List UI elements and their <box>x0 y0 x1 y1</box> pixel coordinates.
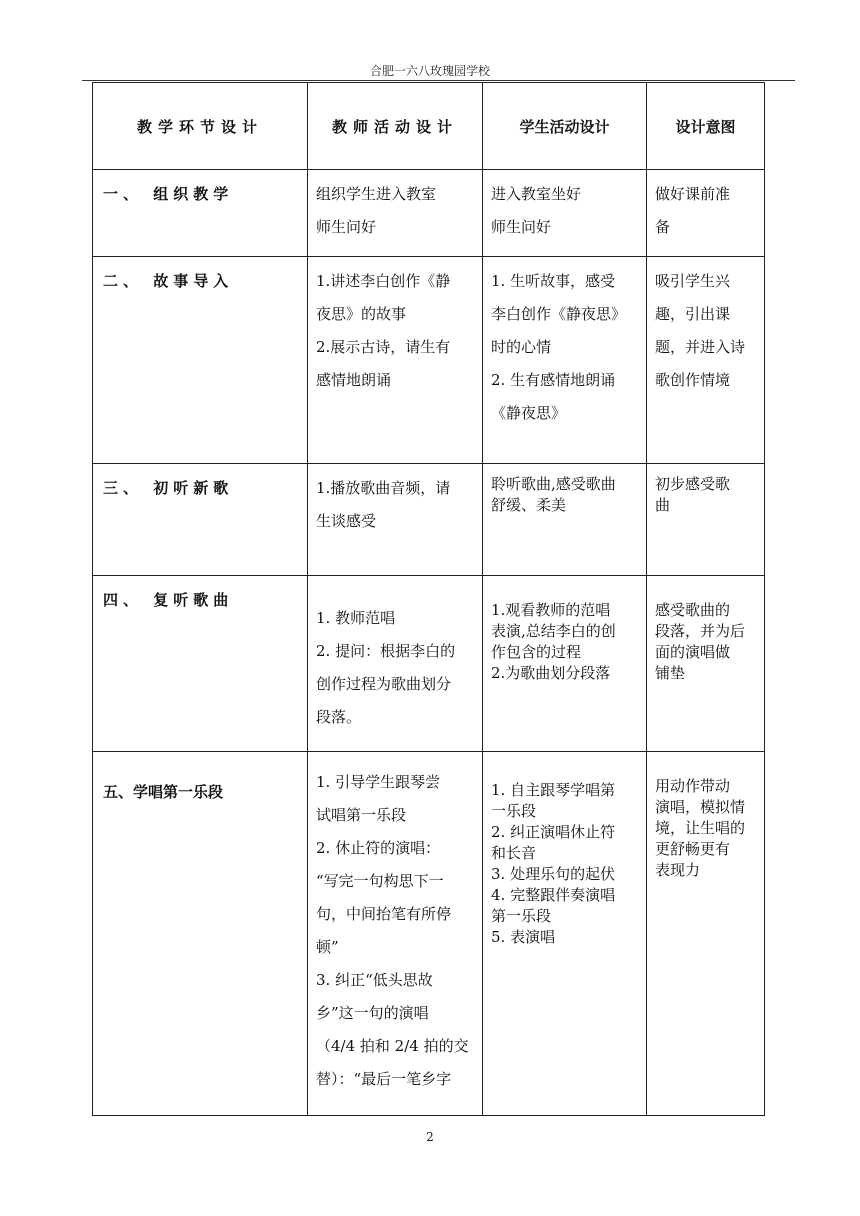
intent-cell <box>647 257 764 397</box>
student-line: 1.观看教师的范唱 <box>491 601 611 619</box>
table-row <box>93 576 765 752</box>
student-line: 第一乐段 <box>491 907 552 925</box>
teacher-line: 段落。 <box>316 708 362 726</box>
student-cell <box>483 752 646 948</box>
teacher-line: 感情地朗诵 <box>316 371 392 389</box>
intent-line: 歌创作情境 <box>655 371 731 389</box>
student-line: 时的心情 <box>491 338 552 356</box>
student-line: 2. 纠正演唱休止符 <box>491 823 616 841</box>
student-line: 进入教室坐好 <box>491 185 582 203</box>
student-cell <box>483 257 646 430</box>
student-line: 和长音 <box>491 844 537 862</box>
intent-line: 题，并进入诗 <box>655 338 746 356</box>
intent-line: 用动作带动 <box>655 777 731 795</box>
teacher-line: 生谈感受 <box>316 512 377 530</box>
student-line: 《静夜思》 <box>491 404 567 422</box>
intent-line: 境，让生唱的 <box>655 819 746 837</box>
teacher-cell <box>308 257 482 397</box>
student-line: 舒缓、柔美 <box>491 496 567 514</box>
student-line: 2.为歌曲划分段落 <box>491 664 611 682</box>
table-row <box>93 257 765 464</box>
intent-line: 段落，并为后 <box>655 622 746 640</box>
intent-line: 更舒畅更有 <box>655 840 731 858</box>
teacher-line: 句，中间抬笔有所停 <box>316 905 452 923</box>
intent-line: 演唱，模拟情 <box>655 798 746 816</box>
teacher-line: 顿” <box>316 938 339 956</box>
student-line: 2. 生有感情地朗诵 <box>491 371 616 389</box>
intent-line: 吸引学生兴 <box>655 272 731 290</box>
stage-cell: 一、 组织教学 <box>103 185 234 203</box>
intent-line: 初步感受歌 <box>655 475 731 493</box>
column-header-teacher: 教师活动设计 <box>308 83 483 170</box>
intent-line: 表现力 <box>655 861 701 879</box>
teacher-line: 2. 提问：根据李白的 <box>316 642 456 660</box>
page-number: 2 <box>426 1130 434 1144</box>
teacher-line: “写完一句构思下一 <box>316 872 444 890</box>
student-line: 作包含的过程 <box>491 643 582 661</box>
teacher-line: 1. 教师范唱 <box>316 609 396 627</box>
teacher-line: 夜思》的故事 <box>316 305 407 323</box>
stage-cell: 二、 故事导入 <box>103 272 234 290</box>
teacher-line: 师生问好 <box>316 218 377 236</box>
teacher-line: 替）：“最后一笔乡字 <box>316 1070 452 1088</box>
intent-line: 铺垫 <box>655 664 686 682</box>
student-line: 3. 处理乐句的起伏 <box>491 865 616 883</box>
school-header: 合肥一六八玫瑰园学校 <box>369 64 490 78</box>
table-row <box>93 170 765 257</box>
column-header-stage: 教学环节设计 <box>93 83 308 170</box>
teacher-cell <box>308 576 482 734</box>
intent-line: 做好课前准 <box>655 185 731 203</box>
student-line: 李白创作《静夜思》 <box>491 305 627 323</box>
student-line: 5. 表演唱 <box>491 928 556 946</box>
column-header-student: 学生活动设计 <box>483 83 647 170</box>
stage-cell: 四、 复听歌曲 <box>103 591 234 609</box>
teacher-cell <box>308 464 482 538</box>
student-line: 聆听歌曲,感受歌曲 <box>491 475 616 493</box>
student-cell <box>483 464 646 516</box>
intent-line: 趣，引出课 <box>655 305 731 323</box>
intent-line: 备 <box>655 218 671 236</box>
teacher-line: 1.播放歌曲音频，请 <box>316 479 451 497</box>
stage-cell: 五、学唱第一乐段 <box>103 783 224 801</box>
student-line: 1. 生听故事，感受 <box>491 272 616 290</box>
teacher-line: 组织学生进入教室 <box>316 185 437 203</box>
table-header-row <box>93 83 765 170</box>
lesson-plan-table <box>92 82 765 1116</box>
header-rule <box>82 80 795 81</box>
student-line: 一乐段 <box>491 802 537 820</box>
intent-cell <box>647 464 764 516</box>
intent-line: 感受歌曲的 <box>655 601 731 619</box>
student-line: 师生问好 <box>491 218 552 236</box>
stage-cell: 三、 初听新歌 <box>103 479 234 497</box>
intent-cell <box>647 752 764 881</box>
student-cell <box>483 170 646 244</box>
teacher-cell <box>308 170 482 244</box>
table-row <box>93 752 765 1116</box>
student-line: 4. 完整跟伴奏演唱 <box>491 886 616 904</box>
teacher-line: 1. 引导学生跟琴尝 <box>316 773 441 791</box>
teacher-line: （4/4 拍和 2/4 拍的交 <box>316 1037 469 1055</box>
teacher-line: 试唱第一乐段 <box>316 806 407 824</box>
teacher-cell <box>308 752 482 1096</box>
teacher-line: 2.展示古诗，请生有 <box>316 338 451 356</box>
student-line: 1. 自主跟琴学唱第 <box>491 781 616 799</box>
teacher-line: 乡”这一句的演唱 <box>316 1004 429 1022</box>
student-line: 表演,总结李白的创 <box>491 622 616 640</box>
teacher-line: 2. 休止符的演唱： <box>316 839 441 857</box>
intent-line: 曲 <box>655 496 671 514</box>
intent-cell <box>647 576 764 684</box>
teacher-line: 1.讲述李白创作《静 <box>316 272 451 290</box>
table-row <box>93 464 765 576</box>
intent-line: 面的演唱做 <box>655 643 731 661</box>
student-cell <box>483 576 646 684</box>
teacher-line: 3. 纠正“低头思故 <box>316 971 433 989</box>
column-header-intent: 设计意图 <box>647 83 765 170</box>
teacher-line: 创作过程为歌曲划分 <box>316 675 452 693</box>
intent-cell <box>647 170 764 244</box>
